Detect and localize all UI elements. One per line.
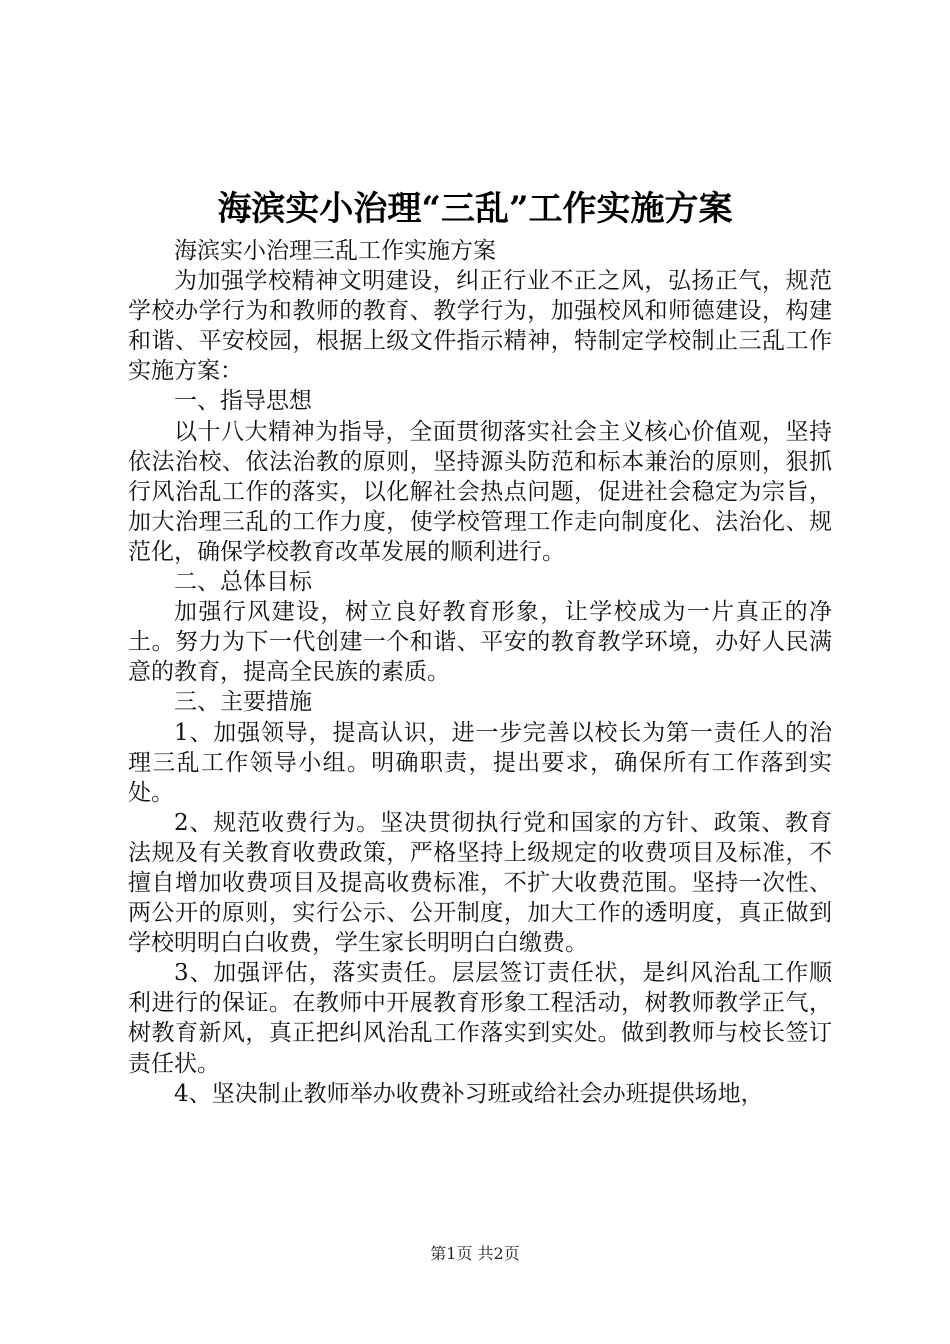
subtitle-paragraph: 海滨实小治理三乱工作实施方案 (174, 238, 496, 264)
measure-1-paragraph: 1、加强领导，提高认识，进一步完善以校长为第一责任人的治理三乱工作领导小组。明确职责，提出要求，确保所有工作落到实处。 (128, 719, 832, 806)
section-heading-overall-goal: 二、总体目标 (174, 569, 312, 596)
document-title: 海滨实小治理“三乱”工作实施方案 (217, 189, 733, 229)
document-body (128, 236, 832, 1109)
page-indicator: 第1页 共2页 (430, 1244, 520, 1263)
measure-3-paragraph: 3、加强评估，落实责任。层层签订责任状，是纠风治乱工作顺利进行的保证。在教师中开展教育形象工程活动，树教师教学正气，树教育新风，真正把纠风治乱工作落实到实处。做到教师与校长签订责任状。 (128, 960, 832, 1077)
measure-2-paragraph: 2、规范收费行为。坚决贯彻执行党和国家的方针、政策、教育法规及有关教育收费政策，严格坚持上级规定的收费项目及标准，不擅自增加收费项目及提高收费标准，不扩大收费范围。坚持一次性、两公开的原则，实行公示、公开制度，加大工作的透明度，真正做到学校明明白白收费，学生家长明明白白缴费。 (128, 809, 832, 957)
measure-4-paragraph: 4、坚决制止教师举办收费补习班或给社会办班提供场地， (174, 1080, 764, 1107)
section-heading-guiding-ideology: 一、指导思想 (174, 388, 312, 415)
overall-goal-paragraph: 加强行风建设，树立良好教育形象，让学校成为一片真正的净土。努力为下一代创建一个和谐、平安的教育教学环境，办好人民满意的教育，提高全民族的素质。 (128, 599, 832, 686)
guiding-ideology-paragraph: 以十八大精神为指导，全面贯彻落实社会主义核心价值观，坚持依法治校、依法治教的原则，坚持源头防范和标本兼治的原则，狠抓行风治乱工作的落实，以化解社会热点问题，促进社会稳定为宗旨，加大治理三乱的工作力度，使学校管理工作走向制度化、法治化、规范化，确保学校教育改革发展的顺利进行。 (128, 418, 832, 565)
intro-paragraph: 为加强学校精神文明建设，纠正行业不正之风，弘扬正气，规范学校办学行为和教师的教育、教学行为，加强校风和师德建设，构建和谐、平安校园，根据上级文件指示精神，特制定学校制止三乱工作实施方案： (128, 268, 832, 385)
section-heading-main-measures: 三、主要措施 (174, 689, 312, 716)
page-footer (0, 1243, 950, 1265)
